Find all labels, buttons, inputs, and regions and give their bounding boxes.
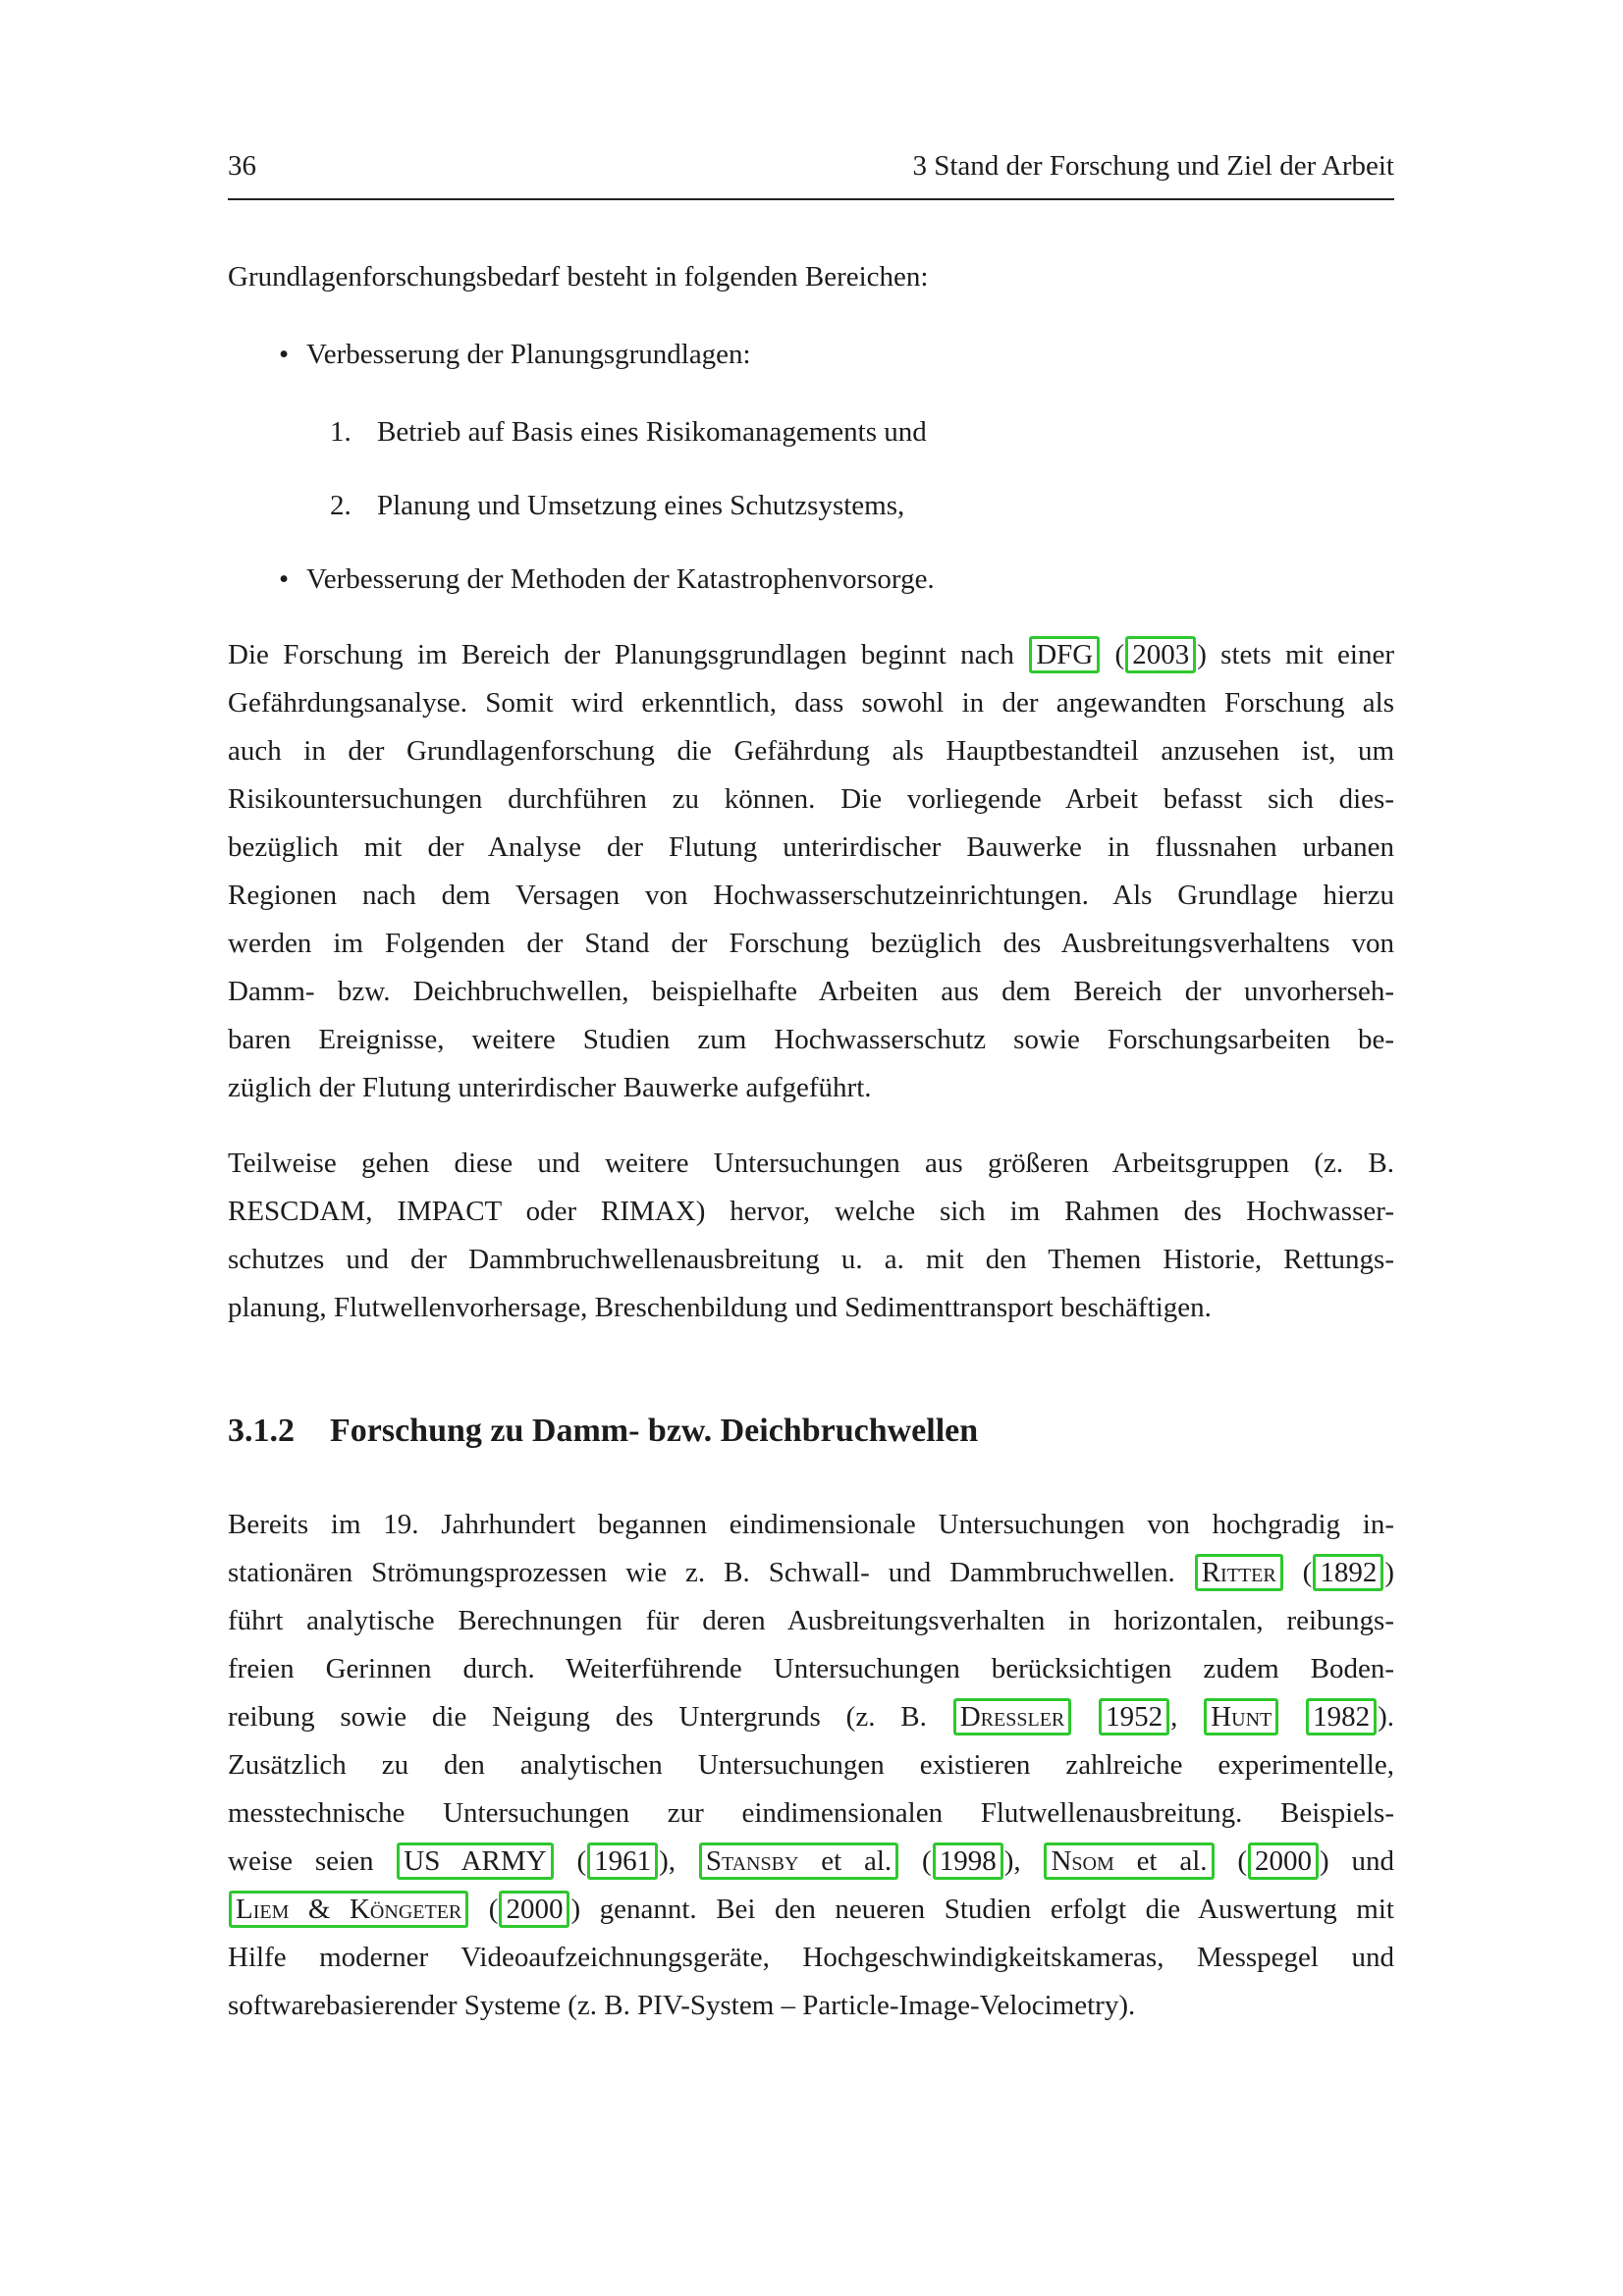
text-line: freien Gerinnen durch. Weiterführende Untersuchungen berücksichtigen zudem Boden- <box>228 1653 1394 1684</box>
paragraph-planning-research <box>228 631 1394 1112</box>
text-line: bezüglich mit der Analyse der Flutung unterirdischer Bauwerke in flussnahen urbanen <box>228 831 1394 863</box>
citation-link[interactable]: 1952 <box>1099 1698 1169 1735</box>
bullet-text: Verbesserung der Methoden der Katastrophenvorsorge. <box>306 563 935 595</box>
citation-link[interactable]: 1982 <box>1306 1698 1377 1735</box>
text-line: Damm- bzw. Deichbruchwellen, beispielhafte Arbeiten aus dem Bereich der unvorherseh- <box>228 976 1394 1007</box>
citation-link[interactable]: 1961 <box>587 1842 658 1880</box>
enum-item-risk-management <box>228 408 1394 456</box>
citation-link[interactable]: US ARMY <box>397 1842 553 1880</box>
text-line: weise seien US ARMY ( 1961 ), Stansby et al. ( 1998 ), Nsom et al. ( 2000 ) und <box>228 1838 1394 1886</box>
text-line: werden im Folgenden der Stand der Forschung bezüglich des Ausbreitungsverhaltens von <box>228 928 1394 959</box>
section-title: Forschung zu Damm- bzw. Deichbruchwellen <box>330 1413 979 1449</box>
page-content <box>228 0 1394 2030</box>
text-line: RESCDAM, IMPACT oder RIMAX) hervor, welche sich im Rahmen des Hochwasser- <box>228 1196 1394 1227</box>
bullet-item-disaster-prevention <box>228 556 1394 604</box>
text-line: Hilfe moderner Videoaufzeichnungsgeräte, Hochgeschwindigkeitskameras, Messpegel und <box>228 1942 1394 1973</box>
text-line: auch in der Grundlagenforschung die Gefährdung als Hauptbestandteil anzusehen ist, um <box>228 735 1394 767</box>
section-heading <box>228 1404 1394 1458</box>
text-line: reibung sowie die Neigung des Untergrunds (z. B. Dressler 1952 , Hunt 1982 ). <box>228 1693 1394 1741</box>
enum-item-protection-system <box>228 482 1394 530</box>
section-number: 3.1.2 <box>228 1413 295 1449</box>
chapter-title: 3 Stand der Forschung und Ziel der Arbeit <box>912 150 1394 182</box>
enum-text: Betrieb auf Basis eines Risikomanagements und <box>377 416 927 448</box>
text-line: Teilweise gehen diese und weitere Untersuchungen aus größeren Arbeitsgruppen (z. B. <box>228 1148 1394 1179</box>
enum-number: 2. <box>330 490 352 521</box>
text-line: baren Ereignisse, weitere Studien zum Hochwasserschutz sowie Forschungsarbeiten be- <box>228 1024 1394 1055</box>
citation-link[interactable]: Stansby et al. <box>699 1842 898 1880</box>
page-header <box>228 142 1394 200</box>
bullet-icon: • <box>279 339 290 370</box>
citation-link[interactable] <box>1204 1698 1278 1735</box>
text-line: schutzes und der Dammbruchwellenausbreitung u. a. mit den Themen Historie, Rettungs- <box>228 1244 1394 1275</box>
citation-author: Liem & Köngeter <box>236 1894 462 1925</box>
citation-author: Stansby <box>705 1845 799 1877</box>
paragraph-dambreak-research <box>228 1501 1394 2030</box>
bullet-item-planning <box>228 331 1394 379</box>
citation-author: Dressler <box>959 1701 1065 1733</box>
paragraph-working-groups <box>228 1140 1394 1332</box>
citation-link[interactable] <box>229 1891 468 1928</box>
citation-link[interactable] <box>953 1698 1072 1735</box>
intro-paragraph <box>228 253 1394 301</box>
text-line: messtechnische Untersuchungen zur eindimensionalen Flutwellenausbreitung. Beispiels- <box>228 1797 1394 1829</box>
bullet-text: Verbesserung der Planungsgrundlagen: <box>306 339 751 370</box>
text-line: Gefährdungsanalyse. Somit wird erkenntlich, dass sowohl in der angewandten Forschung als <box>228 687 1394 719</box>
citation-link[interactable]: 2000 <box>499 1891 569 1928</box>
text-line: Risikountersuchungen durchführen zu können. Die vorliegende Arbeit befasst sich dies- <box>228 783 1394 815</box>
page-number: 36 <box>228 150 256 182</box>
citation-link[interactable]: Nsom et al. <box>1044 1842 1214 1880</box>
intro-text: Grundlagenforschungsbedarf besteht in folgenden Bereichen: <box>228 261 929 293</box>
citation-link[interactable]: 2003 <box>1125 636 1196 673</box>
text-line: stationären Strömungsprozessen wie z. B. Schwall- und Dammbruchwellen. Ritter ( 1892 ) <box>228 1549 1394 1597</box>
citation-link[interactable]: 1892 <box>1313 1554 1383 1591</box>
citation-author: Ritter <box>1201 1557 1276 1588</box>
enum-text: Planung und Umsetzung eines Schutzsystems, <box>377 490 905 521</box>
text-line: züglich der Flutung unterirdischer Bauwerke aufgeführt. <box>228 1072 872 1103</box>
text-line: Liem & Köngeter ( 2000 ) genannt. Bei den neueren Studien erfolgt die Auswertung mit <box>228 1886 1394 1934</box>
text-line: Die Forschung im Bereich der Planungsgrundlagen beginnt nach DFG ( 2003 ) stets mit einer <box>228 631 1394 679</box>
citation-link[interactable]: 1998 <box>933 1842 1003 1880</box>
bullet-icon: • <box>279 563 290 595</box>
text-line: führt analytische Berechnungen für deren Ausbreitungsverhalten in horizontalen, reibungs- <box>228 1605 1394 1636</box>
citation-link[interactable]: 2000 <box>1248 1842 1319 1880</box>
text-line: Zusätzlich zu den analytischen Untersuchungen existieren zahlreiche experimentelle, <box>228 1749 1394 1781</box>
citation-author: Nsom <box>1051 1845 1114 1877</box>
citation-link[interactable]: DFG <box>1029 636 1100 673</box>
text-line: Regionen nach dem Versagen von Hochwasserschutzeinrichtungen. Als Grundlage hierzu <box>228 880 1394 911</box>
text-line: Bereits im 19. Jahrhundert begannen eindimensionale Untersuchungen von hochgradig in- <box>228 1509 1394 1540</box>
citation-author: Hunt <box>1211 1701 1272 1733</box>
text-line: planung, Flutwellenvorhersage, Breschenbildung und Sedimenttransport beschäftigen. <box>228 1292 1212 1323</box>
citation-link[interactable] <box>1195 1554 1283 1591</box>
text-line: softwarebasierender Systeme (z. B. PIV-System – Particle-Image-Velocimetry). <box>228 1990 1136 2021</box>
enum-number: 1. <box>330 416 352 448</box>
